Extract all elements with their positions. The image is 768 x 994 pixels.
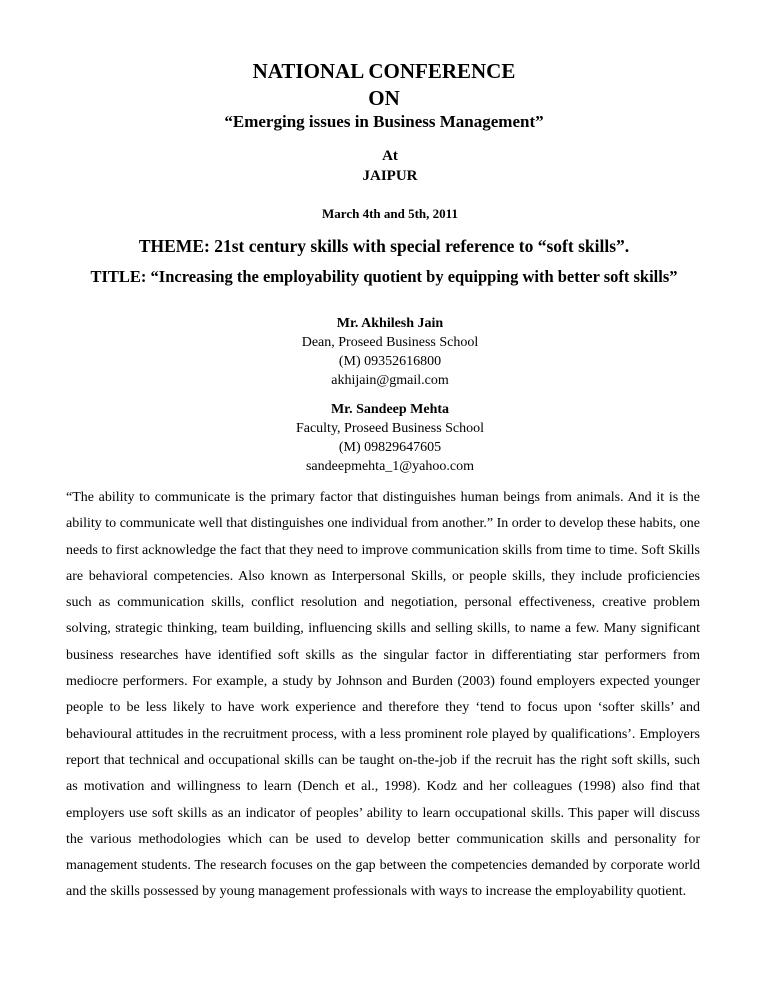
author-role: Dean, Proseed Business School (301, 335, 479, 350)
location-city: JAIPUR (362, 168, 418, 184)
author-phone: (M) 09352616800 (338, 354, 442, 369)
paper-title: TITLE: “Increasing the employability quotient by equipping with better soft skills” (90, 267, 678, 286)
author-role: Faculty, Proseed Business School (295, 421, 485, 436)
conference-title-line1: NATIONAL CONFERENCE (252, 59, 516, 83)
conference-title-line2: ON (368, 86, 400, 110)
author-email: akhijain@gmail.com (331, 373, 449, 388)
conference-subtitle: “Emerging issues in Business Management” (224, 112, 544, 131)
author-name: Mr. Sandeep Mehta (330, 402, 450, 417)
abstract-paragraph: “The ability to communicate is the primary factor that distinguishes human beings from animals. And it is the ability to communicate well that distinguishes one individual from another.” In order to develop these habits, one needs to first acknowledge the fact that they need to improve communication skills from time to time. Soft Skills are behavioral competencies. Also known as Interpersonal Skills, or people skills, they include proficiencies such as communication skills, conflict resolution and negotiation, personal effectiveness, creative problem solving, strategic thinking, team building, influencing skills and selling skills, to name a few. Many significant business researches have identified soft skills as the singular factor in differentiating star performers from mediocre performers. For example, a study by Johnson and Burden (2003) found employers expected younger people to be less likely to have work experience and therefore they ‘tend to focus upon ‘softer skills’ and behavioural attitudes in the recruitment process, with a less prominent role played by qualifications’. Employers report that technical and occupational skills can be taught on-the-job if the recruit has the right soft skills, such as motivation and willingness to learn (Dench et al., 1998). Kodz and her colleagues (1998) also find that employers use soft skills as an indicator of peoples’ ability to learn occupational skills. This paper will discuss the various methodologies which can be used to develop better communication skills and personality for management students. The research focuses on the gap between the competencies demanded by corporate world and the skills possessed by young management professionals with ways to increase the employability quotient. (66, 490, 700, 900)
conference-location (6, 146, 768, 186)
conference-title (0, 58, 768, 112)
location-at: At (382, 148, 398, 164)
author-name: Mr. Akhilesh Jain (336, 316, 444, 331)
author-block-1 (6, 314, 768, 390)
author-block-2 (6, 400, 768, 476)
author-phone: (M) 09829647605 (338, 440, 442, 455)
paper-theme: THEME: 21st century skills with special reference to “soft skills”. (138, 236, 630, 256)
conference-dates: March 4th and 5th, 2011 (322, 206, 458, 221)
author-email: sandeepmehta_1@yahoo.com (305, 459, 474, 474)
